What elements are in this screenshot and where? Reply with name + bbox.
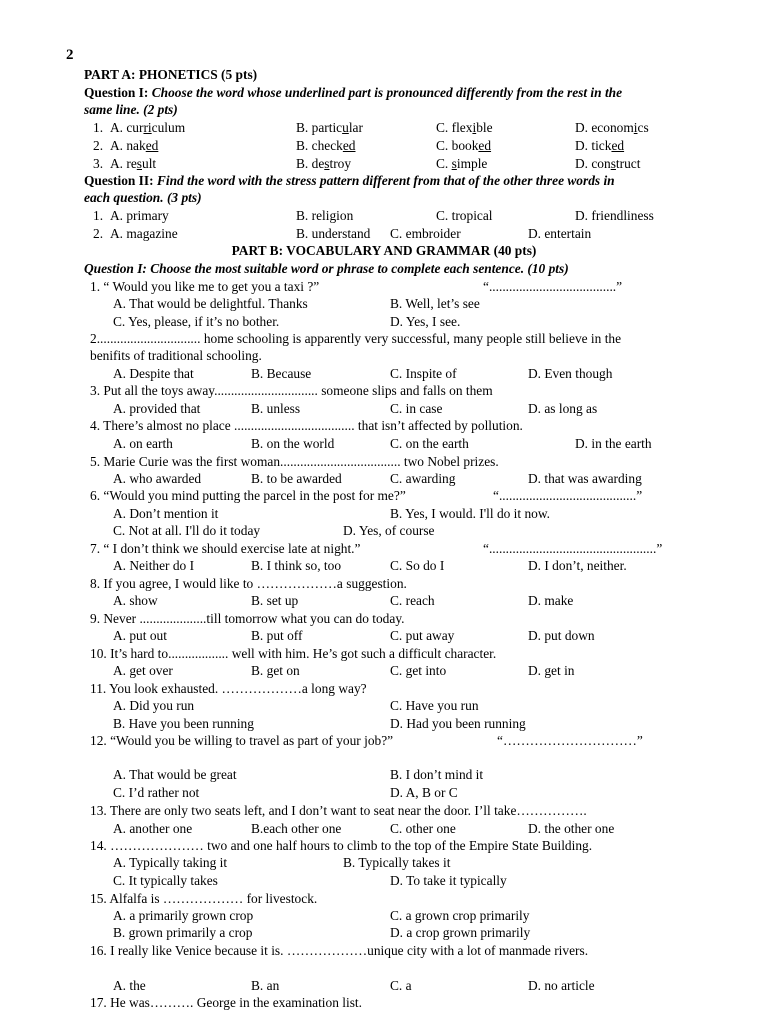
answer-option: D. Yes, of course: [343, 523, 435, 538]
question-text: 16. I really like Venice because it is. ………………unique city with a lot of manmade rivers.: [90, 943, 589, 958]
answer-option: D. in the earth: [575, 436, 652, 451]
underlined-part: i: [633, 120, 638, 135]
option-b: B. destroy: [296, 156, 352, 171]
answer-option: C. Not at all. I'll do it today: [113, 523, 261, 538]
question-text: “…………………………”: [497, 733, 643, 748]
underlined-part: s: [451, 156, 457, 171]
answer-option: C. a grown crop primarily: [390, 908, 530, 923]
option-d: D. friendliness: [575, 208, 654, 223]
part-a-title: PART A: PHONETICS (5 pts): [84, 67, 258, 82]
question-label: Question I:: [84, 261, 151, 276]
question-text: 7. “ I don’t think we should exercise late at night.”: [90, 541, 361, 556]
phonetics-row: [0, 137, 768, 154]
question-text: 1. “ Would you like me to get you a taxi ?”: [90, 279, 320, 294]
answer-option: C. reach: [390, 593, 435, 608]
question-text: 6. “Would you mind putting the parcel in the post for me?”: [90, 488, 406, 503]
answer-option: C. Have you run: [390, 698, 479, 713]
question-text: 3. Put all the toys away............................... someone slips and falls on them: [90, 383, 493, 398]
underlined-part: ri: [143, 120, 152, 135]
question-number: 2.: [93, 138, 104, 153]
answer-option: C. in case: [390, 401, 443, 416]
option-b: B. particular: [296, 120, 363, 135]
answer-option: A. put out: [113, 628, 167, 643]
option-b: B. religion: [296, 208, 354, 223]
answer-option: B. on the world: [251, 436, 335, 451]
instruction-text: same line. (2 pts): [84, 102, 178, 117]
answer-option: A. get over: [113, 663, 173, 678]
part-a-q1-instructions: [84, 84, 622, 101]
answer-option: A. Typically taking it: [113, 855, 228, 870]
underlined-part: ed: [611, 138, 625, 153]
question-number: 1.: [93, 120, 104, 135]
question-text: “.........................................”: [493, 488, 643, 503]
page-number: 2: [66, 47, 74, 63]
underlined-part: u: [342, 120, 349, 135]
option-d: D. ticked: [575, 138, 625, 153]
answer-option: D. Yes, I see.: [390, 314, 461, 329]
question-label: Question II:: [84, 173, 157, 188]
answer-option: C. other one: [390, 821, 456, 836]
answer-option: B. Because: [251, 366, 312, 381]
underlined-part: s: [324, 156, 330, 171]
answer-option: A. show: [113, 593, 158, 608]
answer-option: D. make: [528, 593, 574, 608]
underlined-part: ed: [342, 138, 356, 153]
answer-option: A. a primarily grown crop: [113, 908, 254, 923]
option-a: A. naked: [110, 138, 159, 153]
instruction-text: Find the word with the stress pattern different from that of the other three words in: [156, 173, 615, 188]
answer-option: B. unless: [251, 401, 301, 416]
underlined-part: s: [136, 156, 142, 171]
part-b-q1-instructions: [84, 260, 569, 277]
answer-option: B. an: [251, 978, 280, 993]
question-text: 5. Marie Curie was the first woman.................................... two Nobel prizes.: [90, 454, 499, 469]
answer-option: A. the: [113, 978, 146, 993]
option-d: D. economics: [575, 120, 649, 135]
question-text: benifits of traditional schooling.: [90, 348, 262, 363]
question-text: “......................................”: [483, 279, 623, 294]
answer-option: D. Even though: [528, 366, 613, 381]
answer-option: B. put off: [251, 628, 303, 643]
answer-option: B. Yes, I would. I'll do it now.: [390, 506, 551, 521]
answer-option: B. get on: [251, 663, 300, 678]
answer-option: B. grown primarily a crop: [113, 925, 253, 940]
answer-option: D. no article: [528, 978, 595, 993]
option-a: A. magazine: [110, 226, 178, 241]
instruction-text: Choose the most suitable word or phrase to complete each sentence. (10 pts): [150, 261, 569, 276]
part-a-q2-instructions: [84, 172, 615, 189]
answer-option: B. set up: [251, 593, 299, 608]
answer-option: D. that was awarding: [528, 471, 642, 486]
answer-option: C. on the earth: [390, 436, 469, 451]
underlined-part: s: [610, 156, 616, 171]
option-d: D. entertain: [528, 226, 592, 241]
question-label: Question I:: [84, 85, 152, 100]
answer-option: A. on earth: [113, 436, 173, 451]
question-text: 10. It’s hard to.................. well with him. He’s got such a difficult character.: [90, 646, 497, 661]
question-text: 11. You look exhausted. ………………a long way?: [90, 681, 367, 696]
option-b: B. checked: [296, 138, 356, 153]
stress-row: [0, 207, 768, 224]
question-text: 14. ………………… two and one half hours to climb to the top of the Empire State Building.: [90, 838, 593, 853]
answer-option: C. get into: [390, 663, 447, 678]
option-c: C. booked: [436, 138, 492, 153]
question-text: 4. There’s almost no place .................................... that isn’t affected by pollution.: [90, 418, 523, 433]
option-c: C. tropical: [436, 208, 493, 223]
question-text: 9. Never ....................till tomorrow what you can do today.: [90, 611, 405, 626]
answer-option: B. Typically takes it: [343, 855, 451, 870]
answer-option: C. Inspite of: [390, 366, 457, 381]
question-text: 2............................... home schooling is apparently very successful, many people still believe in the: [90, 331, 622, 346]
answer-option: D. A, B or C: [390, 785, 458, 800]
part-b-title: PART B: VOCABULARY AND GRAMMAR (40 pts): [231, 243, 537, 258]
answer-option: D. To take it typically: [390, 873, 507, 888]
question-number: 3.: [93, 156, 104, 171]
underlined-part: ed: [145, 138, 159, 153]
answer-option: B.each other one: [251, 821, 342, 836]
question-number: 1.: [93, 208, 104, 223]
option-a: A. curriculum: [110, 120, 186, 135]
option-c: C. embroider: [390, 226, 461, 241]
question-text: “..................................................”: [483, 541, 663, 556]
question-text: 8. If you agree, I would like to ………………a suggestion.: [90, 576, 407, 591]
answer-option: B. Have you been running: [113, 716, 254, 731]
option-a: A. primary: [110, 208, 169, 223]
question-text: 17. He was………. George in the examination list.: [90, 995, 362, 1010]
phonetics-row: [0, 119, 768, 136]
question-text: 13. There are only two seats left, and I don’t want to seat near the door. I’ll take…………….: [90, 803, 587, 818]
underlined-part: i: [472, 120, 477, 135]
answer-option: C. It typically takes: [113, 873, 218, 888]
option-a: A. result: [110, 156, 157, 171]
answer-option: B. I think so, too: [251, 558, 342, 573]
answer-option: B. to be awarded: [251, 471, 342, 486]
answer-option: D. Had you been running: [390, 716, 526, 731]
answer-option: D. I don’t, neither.: [528, 558, 627, 573]
answer-option: B. Well, let’s see: [390, 296, 480, 311]
phonetics-row: [0, 155, 768, 172]
answer-option: C. So do I: [390, 558, 445, 573]
answer-option: C. awarding: [390, 471, 456, 486]
answer-option: A. who awarded: [113, 471, 202, 486]
instruction-text: Choose the word whose underlined part is pronounced differently from the rest in the: [151, 85, 623, 100]
answer-option: C. put away: [390, 628, 455, 643]
answer-option: A. That would be great: [113, 767, 237, 782]
answer-option: A. Despite that: [113, 366, 194, 381]
answer-option: A. That would be delightful. Thanks: [113, 296, 308, 311]
answer-option: A. another one: [113, 821, 193, 836]
answer-option: A. Did you run: [113, 698, 195, 713]
question-text: 12. “Would you be willing to travel as part of your job?”: [90, 733, 394, 748]
option-c: C. flexible: [436, 120, 493, 135]
answer-option: A. provided that: [113, 401, 201, 416]
answer-option: C. a: [390, 978, 412, 993]
underlined-part: ed: [478, 138, 492, 153]
question-text: 15. Alfalfa is ……………… for livestock.: [90, 891, 318, 906]
question-number: 2.: [93, 226, 104, 241]
option-b: B. understand: [296, 226, 371, 241]
answer-option: D. a crop grown primarily: [390, 925, 531, 940]
stress-row: [0, 225, 768, 242]
answer-option: C. Yes, please, if it’s no bother.: [113, 314, 280, 329]
answer-option: B. I don’t mind it: [390, 767, 484, 782]
answer-option: D. put down: [528, 628, 595, 643]
answer-option: A. Don’t mention it: [113, 506, 219, 521]
answer-option: D. the other one: [528, 821, 615, 836]
answer-option: D. get in: [528, 663, 575, 678]
answer-option: D. as long as: [528, 401, 598, 416]
answer-option: A. Neither do I: [113, 558, 195, 573]
instruction-text: each question. (3 pts): [84, 190, 202, 205]
option-d: D. construct: [575, 156, 641, 171]
option-c: C. simple: [436, 156, 488, 171]
answer-option: C. I’d rather not: [113, 785, 200, 800]
